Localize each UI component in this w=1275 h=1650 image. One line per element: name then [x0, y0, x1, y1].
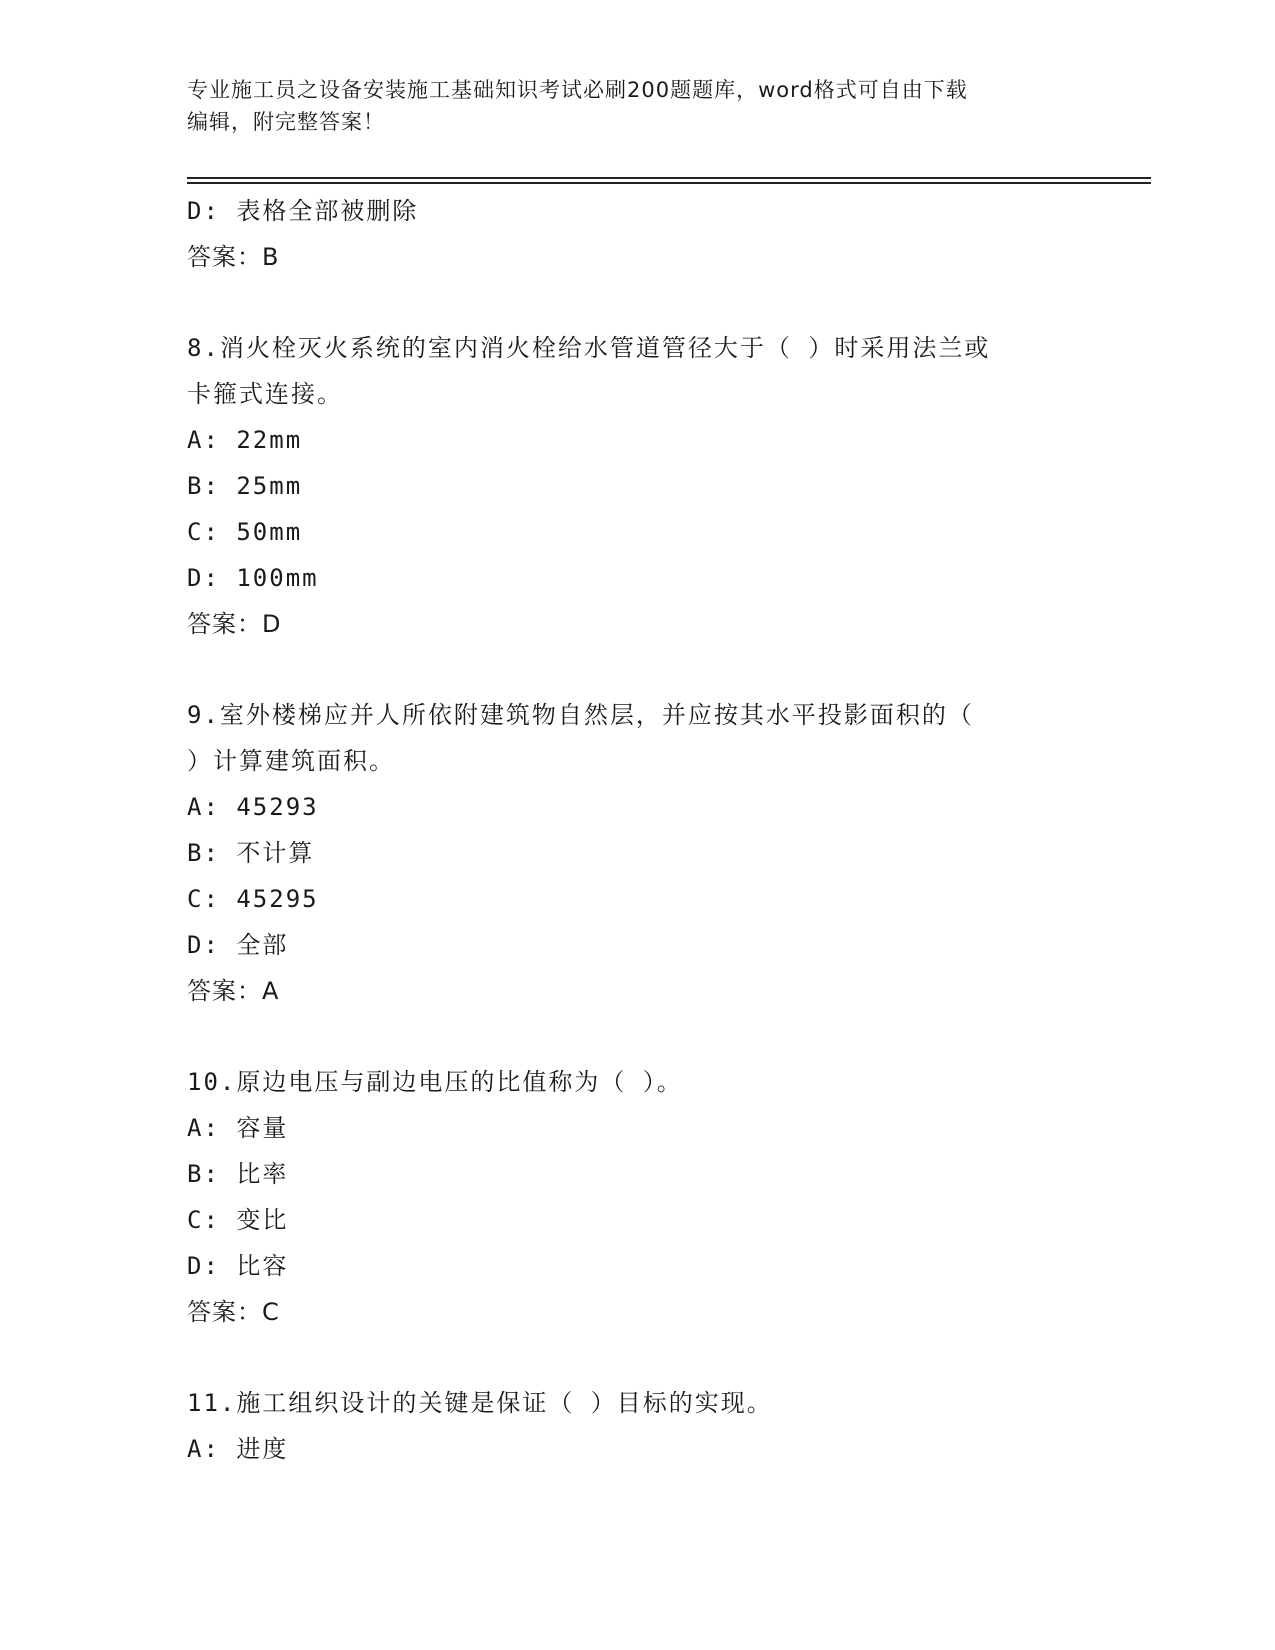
header-line-1: 专业施工员之设备安装施工基础知识考试必刷200题题库，word格式可自由下载 — [187, 78, 968, 102]
option-c: C: 45295 — [187, 885, 319, 913]
answer-text: 答案：D — [187, 610, 282, 638]
option-d: D: 表格全部被删除 — [187, 197, 419, 225]
header-divider-top — [187, 177, 1151, 179]
option-c: C: 变比 — [187, 1206, 289, 1234]
header-line-2: 编辑，附完整答案！ — [187, 110, 385, 134]
question-11 — [187, 1380, 1087, 1472]
option-b: B: 比率 — [187, 1160, 289, 1188]
question-stem: 10.原边电压与副边电压的比值称为（ ）。 — [187, 1068, 683, 1096]
question-7-tail — [187, 188, 1087, 280]
question-stem-continued: 卡箍式连接。 — [187, 380, 343, 408]
option-a: A: 22mm — [187, 426, 303, 454]
question-stem: 11.施工组织设计的关键是保证（ ）目标的实现。 — [187, 1389, 773, 1417]
question-stem: 8.消火栓灭火系统的室内消火栓给水管道管径大于（ ）时采用法兰或 — [187, 334, 991, 362]
answer-text: 答案：B — [187, 243, 280, 271]
option-b: B: 不计算 — [187, 839, 315, 867]
question-8 — [187, 325, 1087, 647]
option-c: C: 50mm — [187, 518, 303, 546]
option-a: A: 45293 — [187, 793, 319, 821]
option-d: D: 比容 — [187, 1252, 289, 1280]
question-9 — [187, 692, 1087, 1014]
question-stem-continued: ）计算建筑面积。 — [187, 747, 395, 775]
option-a: A: 进度 — [187, 1435, 289, 1463]
header-divider-bottom — [187, 182, 1151, 184]
option-b: B: 25mm — [187, 472, 303, 500]
document-header — [187, 74, 1067, 138]
question-list — [187, 188, 1087, 1472]
answer-text: 答案：C — [187, 1298, 280, 1326]
question-10 — [187, 1059, 1087, 1335]
option-d: D: 全部 — [187, 931, 289, 959]
answer-text: 答案：A — [187, 977, 280, 1005]
question-stem: 9.室外楼梯应并人所依附建筑物自然层，并应按其水平投影面积的（ — [187, 701, 974, 729]
option-d: D: 100mm — [187, 564, 319, 592]
option-a: A: 容量 — [187, 1114, 289, 1142]
